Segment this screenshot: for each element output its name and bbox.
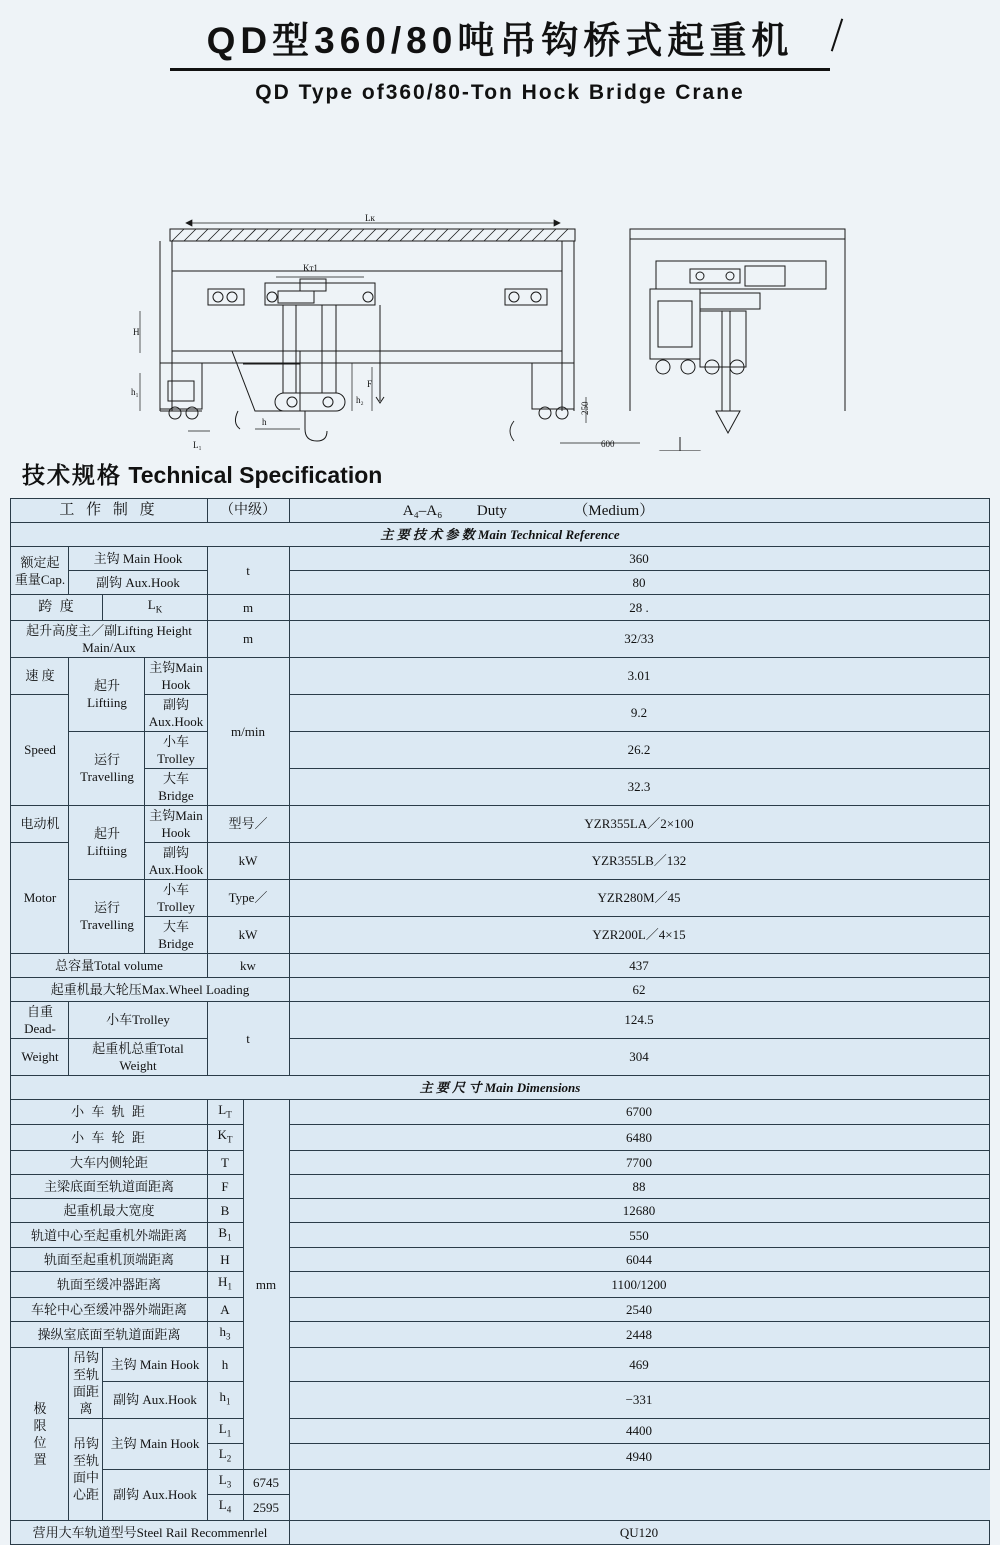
dim-2-value: 7700 bbox=[289, 1150, 989, 1174]
cap-main-hook-value: 360 bbox=[289, 547, 989, 571]
limit-g2-row2-sym: L bbox=[218, 1471, 227, 1487]
table-row-speed-hoist-main bbox=[11, 657, 989, 694]
dim-2-symbol bbox=[207, 1150, 243, 1174]
motor-trolley-value: YZR280M／45 bbox=[289, 879, 989, 916]
limit-g2-row2-symbol bbox=[207, 1469, 243, 1495]
cap-aux-hook-label: 副钩 Aux.Hook bbox=[69, 571, 207, 595]
dim-label-f: F bbox=[367, 379, 373, 389]
dim-0-value: 6700 bbox=[289, 1099, 989, 1125]
limit-group2-label: 吊钩至轨 面中心距 bbox=[69, 1418, 103, 1520]
limit-g1-row1-value: −331 bbox=[289, 1381, 989, 1418]
cap-unit: t bbox=[207, 547, 289, 595]
table-row-cap-main bbox=[11, 547, 989, 571]
dim-9-sub: 3 bbox=[226, 1331, 231, 1342]
spec-heading-zh: 技术规格 bbox=[22, 462, 122, 488]
table-row-dim-8 bbox=[11, 1297, 989, 1321]
limit-group1-label: 吊钩至轨 面距离 bbox=[69, 1347, 103, 1418]
dim-3-sym: F bbox=[221, 1178, 229, 1194]
dim-3-label: 主梁底面至轨道面距离 bbox=[11, 1174, 207, 1198]
deadweight-label-2: Weight bbox=[11, 1038, 69, 1075]
table-row-limit-main-hook bbox=[11, 1347, 989, 1381]
table-row-max-wheel-loading bbox=[11, 977, 989, 1001]
limit-g2-row0-sub: 1 bbox=[226, 1428, 232, 1439]
total-volume-unit: kw bbox=[207, 953, 289, 977]
total-volume-value: 437 bbox=[289, 953, 989, 977]
page-title-english: QD Type of360/80-Ton Hock Bridge Crane bbox=[255, 81, 745, 104]
speed-hoist-aux-value: 9.2 bbox=[289, 694, 989, 731]
dim-1-value: 6480 bbox=[289, 1125, 989, 1151]
table-row-motor-bridge bbox=[11, 916, 989, 953]
span-value: 28 . bbox=[289, 595, 989, 621]
dim-4-value: 12680 bbox=[289, 1198, 989, 1222]
table-row-duty bbox=[11, 499, 989, 523]
span-unit: m bbox=[207, 595, 289, 621]
dim-9-sym: h bbox=[219, 1323, 226, 1339]
table-row-limit-aux-hook bbox=[11, 1381, 989, 1418]
dim-7-symbol bbox=[207, 1272, 243, 1298]
limit-g2-row3-sym: L bbox=[218, 1497, 227, 1513]
table-row-main-reference bbox=[11, 523, 989, 547]
motor-hoist-aux-value: YZR355LB／132 bbox=[289, 842, 989, 879]
dim-3-symbol bbox=[207, 1174, 243, 1198]
dim-6-label: 轨面至起重机顶端距离 bbox=[11, 1248, 207, 1272]
dim-label-l1: L₁ bbox=[193, 440, 202, 450]
main-dimensions-heading: 主 要 尺 寸 Main Dimensions bbox=[11, 1075, 989, 1099]
dim-5-sub: 1 bbox=[227, 1232, 232, 1243]
dim-5-symbol bbox=[207, 1222, 243, 1248]
lifting-height-value: 32/33 bbox=[289, 620, 989, 657]
dim-0-symbol bbox=[207, 1099, 243, 1125]
dim-1-label: 小 车 轮 距 bbox=[11, 1125, 207, 1151]
table-row-deadweight-total bbox=[11, 1038, 989, 1075]
speed-hoist-label: 起升 Liftiing bbox=[69, 657, 145, 731]
dim-label-h: H bbox=[133, 327, 140, 337]
limit-g2-row1-sym: L bbox=[218, 1446, 227, 1462]
dim-label-600: 600 bbox=[601, 439, 615, 449]
motor-travel-label: 运行 Travelling bbox=[69, 879, 145, 953]
limit-g1-row0-value: 469 bbox=[289, 1347, 989, 1381]
dim-1-sub: T bbox=[226, 1134, 233, 1145]
dim-6-value: 6044 bbox=[289, 1248, 989, 1272]
span-label: 跨 度 bbox=[11, 595, 103, 621]
table-row-dim-5 bbox=[11, 1222, 989, 1248]
limit-g1-row1-symbol bbox=[207, 1381, 243, 1418]
table-row-deadweight-trolley bbox=[11, 1001, 989, 1038]
speed-hoist-main-value: 3.01 bbox=[289, 657, 989, 694]
dim-label-h-small: h bbox=[262, 417, 267, 427]
total-volume-label: 总容量Total volume bbox=[11, 953, 207, 977]
limit-g1-row1-sym: h bbox=[219, 1389, 226, 1405]
limit-g1-row0-sym: h bbox=[221, 1356, 229, 1372]
dim-7-value: 1100/1200 bbox=[289, 1272, 989, 1298]
dim-9-value: 2448 bbox=[289, 1321, 989, 1347]
table-row-span bbox=[11, 595, 989, 621]
dim-9-symbol bbox=[207, 1321, 243, 1347]
duty-cell bbox=[289, 499, 989, 523]
dim-6-symbol bbox=[207, 1248, 243, 1272]
table-row-lifting-height bbox=[11, 620, 989, 657]
motor-bridge-value: YZR200L／4×15 bbox=[289, 916, 989, 953]
limit-g2-row0-symbol bbox=[207, 1418, 243, 1444]
table-row-total-volume bbox=[11, 953, 989, 977]
table-row-motor-hoist-main bbox=[11, 805, 989, 842]
dim-7-sub: 1 bbox=[227, 1281, 232, 1292]
title-underline bbox=[170, 68, 830, 71]
max-wheel-loading-label: 起重机最大轮压Max.Wheel Loading bbox=[11, 977, 289, 1001]
cap-aux-hook-value: 80 bbox=[289, 571, 989, 595]
cap-main-hook-label: 主钩 Main Hook bbox=[69, 547, 207, 571]
dim-6-sym: H bbox=[220, 1252, 230, 1268]
table-row-main-dimensions bbox=[11, 1075, 989, 1099]
table-row-dim-3 bbox=[11, 1174, 989, 1198]
technical-specification-table bbox=[10, 498, 989, 1545]
limit-g2-main-label: 主钩 Main Hook bbox=[103, 1418, 207, 1469]
deadweight-trolley-value: 124.5 bbox=[289, 1001, 989, 1038]
duty-code: A₄–A₆ bbox=[402, 502, 443, 519]
motor-hoist-main-value: YZR355LA／2×100 bbox=[289, 805, 989, 842]
limit-g2-aux-label: 副钩 Aux.Hook bbox=[103, 1469, 207, 1520]
dim-7-sym: H bbox=[218, 1274, 228, 1290]
dim-4-label: 起重机最大宽度 bbox=[11, 1198, 207, 1222]
dim-3-value: 88 bbox=[289, 1174, 989, 1198]
limit-g1-row0-label: 主钩 Main Hook bbox=[103, 1347, 207, 1381]
span-symbol bbox=[103, 595, 207, 621]
table-row-dim-7 bbox=[11, 1272, 989, 1298]
dim-label-lk: Lк bbox=[365, 213, 375, 223]
table-row-dim-2 bbox=[11, 1150, 989, 1174]
lifting-height-unit: m bbox=[207, 620, 289, 657]
dim-4-symbol bbox=[207, 1198, 243, 1222]
motor-label-en: Motor bbox=[11, 842, 69, 953]
table-row-limit-l1 bbox=[11, 1418, 989, 1444]
table-row-limit-l3 bbox=[11, 1469, 989, 1495]
main-reference-heading: 主 要 技 术 参 数 Main Technical Reference bbox=[11, 523, 989, 547]
speed-bridge-value: 32.3 bbox=[289, 768, 989, 805]
limit-g2-row1-symbol bbox=[207, 1444, 243, 1470]
limit-g1-row1-sub: 1 bbox=[226, 1397, 231, 1408]
page-title-chinese: QD型360/80吨吊钩桥式起重机 bbox=[206, 20, 794, 61]
motor-unit-3: Type／ bbox=[207, 879, 289, 916]
table-row-dim-0 bbox=[11, 1099, 989, 1125]
motor-hoist-aux-label: 副钩Aux.Hook bbox=[145, 842, 207, 879]
dim-0-sym: L bbox=[218, 1101, 227, 1117]
speed-bridge-label: 大车Bridge bbox=[145, 768, 207, 805]
dim-8-label: 车轮中心至缓冲器外端距离 bbox=[11, 1297, 207, 1321]
table-row-dim-6 bbox=[11, 1248, 989, 1272]
speed-hoist-aux-label: 副钩Aux.Hook bbox=[145, 694, 207, 731]
table-row-dim-4 bbox=[11, 1198, 989, 1222]
motor-bridge-label: 大车Bridge bbox=[145, 916, 207, 953]
table-row-speed-bridge bbox=[11, 768, 989, 805]
dim-8-value: 2540 bbox=[289, 1297, 989, 1321]
limit-g2-row1-sub: 2 bbox=[226, 1453, 232, 1464]
limit-g2-row2-sub: 3 bbox=[226, 1479, 232, 1490]
motor-trolley-label: 小车Trolley bbox=[145, 879, 207, 916]
dim-label-kt1: Kт1 bbox=[303, 263, 318, 273]
table-row-cap-aux bbox=[11, 571, 989, 595]
limit-g1-row0-symbol bbox=[207, 1347, 243, 1381]
dim-label-h2: h₂ bbox=[356, 395, 364, 405]
speed-hoist-main-label: 主钩Main Hook bbox=[145, 657, 207, 694]
dim-5-value: 550 bbox=[289, 1222, 989, 1248]
deadweight-label-1: 自重Dead- bbox=[11, 1001, 69, 1038]
dim-8-symbol bbox=[207, 1297, 243, 1321]
limit-g2-row3-symbol bbox=[207, 1495, 243, 1521]
dim-label-250: 250 bbox=[580, 401, 590, 415]
duty-grade-en: （Medium） bbox=[573, 502, 655, 519]
motor-label-zh: 电动机 bbox=[11, 805, 69, 842]
steel-rail-value: QU120 bbox=[289, 1520, 989, 1544]
span-symbol-sub: K bbox=[155, 604, 163, 615]
dim-9-label: 操纵室底面至轨道面距离 bbox=[11, 1321, 207, 1347]
motor-hoist-main-label: 主钩Main Hook bbox=[145, 805, 207, 842]
dim-0-sub: T bbox=[226, 1109, 232, 1120]
motor-unit-1: 型号／ bbox=[207, 805, 289, 842]
span-symbol-letter: L bbox=[147, 597, 156, 612]
speed-trolley-value: 26.2 bbox=[289, 731, 989, 768]
limit-g2-row3-sub: 4 bbox=[226, 1504, 232, 1515]
deadweight-total-label: 起重机总重Total Weight bbox=[69, 1038, 207, 1075]
spec-section-heading bbox=[22, 457, 1000, 490]
dimensions-unit: mm bbox=[243, 1099, 289, 1469]
crane-technical-drawing bbox=[0, 111, 1000, 451]
limit-g2-row1-value: 4940 bbox=[289, 1444, 989, 1470]
limit-g2-row2-value: 6745 bbox=[243, 1469, 289, 1495]
speed-unit: m/min bbox=[207, 657, 289, 805]
dim-7-label: 轨面至缓冲器距离 bbox=[11, 1272, 207, 1298]
motor-hoist-label: 起升 Liftiing bbox=[69, 805, 145, 879]
deadweight-total-value: 304 bbox=[289, 1038, 989, 1075]
cap-label: 额定起 重量Cap. bbox=[11, 547, 69, 595]
speed-label-en: Speed bbox=[11, 694, 69, 805]
dim-label-h1: h₁ bbox=[131, 387, 139, 397]
dim-1-symbol bbox=[207, 1125, 243, 1151]
dim-2-sym: T bbox=[221, 1154, 229, 1170]
dim-1-sym: K bbox=[217, 1127, 227, 1143]
deadweight-unit: t bbox=[207, 1001, 289, 1075]
duty-en: Duty bbox=[476, 502, 507, 519]
limit-g2-row0-value: 4400 bbox=[289, 1418, 989, 1444]
speed-trolley-label: 小车Trolley bbox=[145, 731, 207, 768]
table-row-dim-9 bbox=[11, 1321, 989, 1347]
spec-heading-en: Technical Specification bbox=[128, 462, 383, 488]
motor-unit-4: kW bbox=[207, 916, 289, 953]
dim-4-sym: B bbox=[220, 1202, 230, 1218]
dim-0-label: 小 车 轨 距 bbox=[11, 1099, 207, 1125]
deadweight-trolley-label: 小车Trolley bbox=[69, 1001, 207, 1038]
duty-label-zh: 工 作 制 度 bbox=[11, 499, 207, 523]
limit-g2-row3-value: 2595 bbox=[243, 1495, 289, 1521]
table-row-steel-rail bbox=[11, 1520, 989, 1544]
duty-grade-zh: （中级） bbox=[207, 499, 289, 523]
speed-travel-label: 运行 Travelling bbox=[69, 731, 145, 805]
max-wheel-loading-value: 62 bbox=[289, 977, 989, 1001]
dim-5-sym: B bbox=[218, 1224, 228, 1240]
table-row-speed-trolley bbox=[11, 731, 989, 768]
table-row-motor-hoist-aux bbox=[11, 842, 989, 879]
limit-position-label: 极 限 位 置 bbox=[11, 1347, 69, 1520]
limit-g1-row1-label: 副钩 Aux.Hook bbox=[103, 1381, 207, 1418]
steel-rail-label: 营用大车轨道型号Steel Rail Recommenrlel bbox=[11, 1520, 289, 1544]
motor-unit-2: kW bbox=[207, 842, 289, 879]
table-row-motor-trolley bbox=[11, 879, 989, 916]
dim-8-sym: A bbox=[220, 1301, 230, 1317]
table-row-dim-1 bbox=[11, 1125, 989, 1151]
dim-2-label: 大车内侧轮距 bbox=[11, 1150, 207, 1174]
lifting-height-label: 起升高度主／副Lifting Height Main/Aux bbox=[11, 620, 207, 657]
speed-label: 速 度 bbox=[11, 657, 69, 694]
dim-5-label: 轨道中心至起重机外端距离 bbox=[11, 1222, 207, 1248]
limit-g2-row0-sym: L bbox=[218, 1420, 227, 1436]
table-row-speed-hoist-aux bbox=[11, 694, 989, 731]
